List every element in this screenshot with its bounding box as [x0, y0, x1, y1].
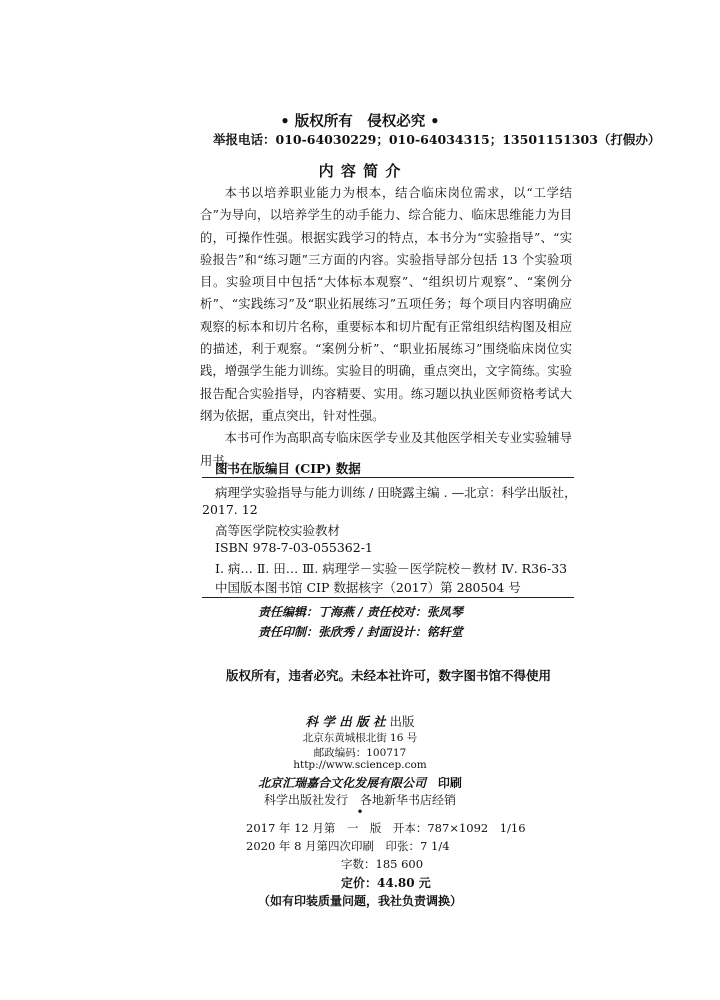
publisher-suffix: 出版: [389, 714, 415, 729]
cip-line-title: 病理学实验指导与能力训练 / 田晓露主编 . —北京：科学出版社，: [215, 485, 577, 500]
cip-bottom-rule: [202, 597, 574, 598]
publisher-line: [0, 712, 720, 730]
summary-paragraph-2: 本书可作为高职高专临床医学专业及其他医学相关专业实验辅导用书。: [200, 431, 572, 468]
printer-name: 北京汇瑞嘉合文化发展有限公司: [258, 776, 427, 790]
price-label: 定价：: [341, 876, 378, 890]
editors-line-1: 责任编辑：丁海燕 / 责任校对：张凤琴: [258, 605, 463, 619]
quality-notice: （如有印装质量问题，我社负责调换）: [258, 894, 463, 908]
publisher-website: http://www.sciencep.com: [293, 759, 427, 771]
publisher-address: 北京东黄城根北街 16 号: [302, 732, 418, 744]
separator-bullet: •: [356, 805, 364, 819]
cip-line-series: 高等医学院校实验教材: [215, 523, 341, 538]
printer-line: [0, 774, 720, 791]
editors-line-2: 责任印制：张欣秀 / 封面设计：铭轩堂: [258, 625, 463, 639]
word-count: 字数：185 600: [341, 857, 424, 871]
price-line: [341, 874, 431, 891]
summary-body: [200, 182, 572, 472]
cip-line-date: 2017. 12: [202, 502, 258, 517]
report-phone: 举报电话：010-64030229；010-64034315；13501151303（打假办）: [213, 132, 661, 147]
summary-title: 内 容 简 介: [318, 162, 402, 180]
printer-suffix: 印刷: [437, 776, 462, 790]
rights-notice: 版权所有，违者必究。未经本社许可，数字图书馆不得使用: [226, 668, 552, 683]
cip-line-isbn: ISBN 978-7-03-055362-1: [215, 540, 373, 555]
summary-paragraph-1: 本书以培养职业能力为根本，结合临床岗位需求，以“工学结合”为导向，以培养学生的动手能力、综合能力、临床思维能力为目的，可操作性强。根据实践学习的特点，本书分为“实验指导”、“实验报告”和“练习题”三方面的内容。实验指导部分包括 13 个实验项目。实验项目中包括“大体标本观察”、“组织切片观察”、“案例分析”、“实践练习”及“职业拓展练习”五项任务；每个项目内容明确应观察的标本和切片名称，重要标本和切片配有正常组织结构图及相应的描述，利于观察。“案例分析”、“职业拓展练习”围绕临床岗位实践，增强学生能力训练。实验目的明确，重点突出，文字简练。实验报告配合实验指导，内容精要、实用。练习题以执业医师资格考试大纲为依据，重点突出，针对性强。: [200, 186, 572, 423]
distribution-line: 科学出版社发行 各地新华书店经销: [263, 793, 456, 807]
edition-line-1: 2017 年 12 月第 一 版 开本：787×1092 1/16: [246, 821, 526, 835]
cip-top-rule: [202, 477, 574, 478]
publisher-name: 科 学 出 版 社: [305, 714, 386, 729]
publisher-postcode: 邮政编码：100717: [313, 747, 407, 759]
cip-heading: 图书在版编目 (CIP) 数据: [215, 461, 361, 476]
edition-line-2: 2020 年 8 月第四次印刷 印张：7 1/4: [246, 839, 450, 853]
copyright-statement: • 版权所有 侵权必究 •: [280, 113, 440, 130]
cip-line-number: 中国版本图书馆 CIP 数据核字（2017）第 280504 号: [215, 580, 521, 595]
cip-line-classification: Ⅰ. 病… Ⅱ. 田… Ⅲ. 病理学－实验－医学院校－教材 Ⅳ. R36-33: [215, 561, 568, 576]
price-value: 44.80 元: [377, 876, 431, 890]
